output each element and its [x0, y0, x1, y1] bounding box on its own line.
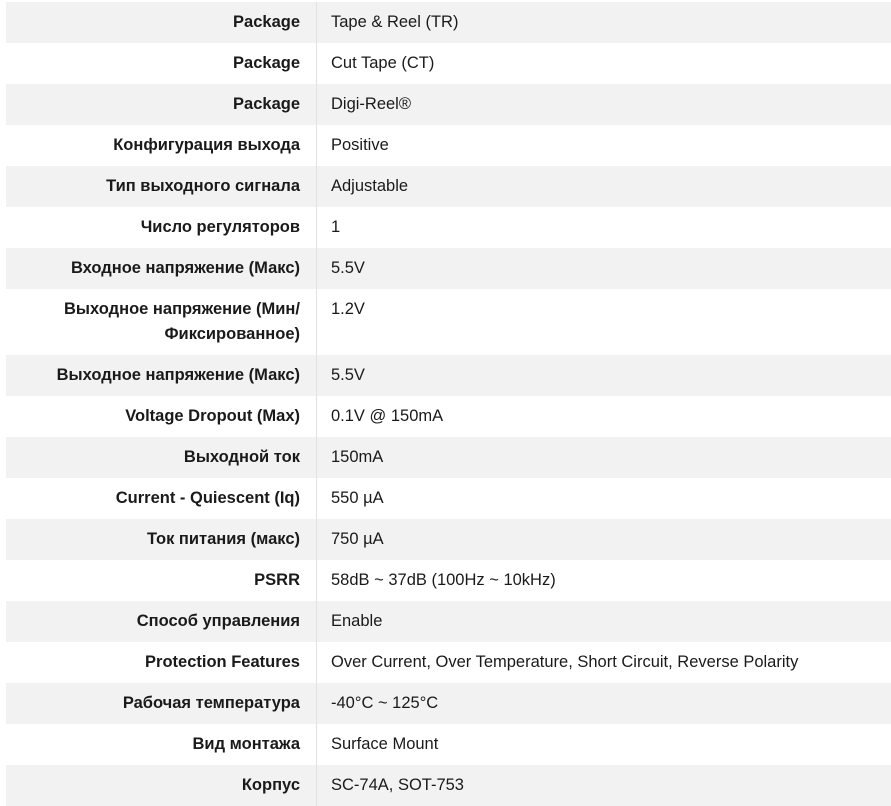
- spec-row-package-digireel: [6, 84, 891, 125]
- spec-label: Выходной ток: [6, 437, 317, 478]
- spec-value: SC-74A, SOT-753: [331, 776, 464, 794]
- spec-row-operating-temp: [6, 683, 891, 724]
- spec-label: Число регуляторов: [6, 207, 317, 248]
- spec-row-quiescent-current: [6, 478, 891, 519]
- spec-row-mounting-type: [6, 724, 891, 765]
- spec-row-input-voltage-max: [6, 248, 891, 289]
- spec-row-output-voltage-max: [6, 355, 891, 396]
- spec-value: 0.1V @ 150mA: [331, 407, 444, 425]
- spec-label: Current - Quiescent (Iq): [6, 478, 317, 519]
- spec-label: Конфигурация выхода: [6, 125, 317, 166]
- spec-label: Выходное напряжение (Макс): [6, 355, 317, 396]
- spec-value: 58dB ~ 37dB (100Hz ~ 10kHz): [331, 571, 556, 589]
- spec-row-voltage-dropout: [6, 396, 891, 437]
- spec-row-regulator-count: [6, 207, 891, 248]
- spec-value: 1: [331, 218, 341, 236]
- spec-label: Рабочая температура: [6, 683, 317, 724]
- spec-label: Protection Features: [6, 642, 317, 683]
- spec-label: Вид монтажа: [6, 724, 317, 765]
- spec-label: Package: [6, 43, 317, 84]
- spec-value: 550 µA: [331, 489, 384, 507]
- spec-value: Surface Mount: [331, 735, 439, 753]
- spec-value: 1.2V: [331, 300, 365, 318]
- spec-label: Package: [6, 2, 317, 43]
- spec-value: -40°C ~ 125°C: [331, 694, 439, 712]
- spec-label: Package: [6, 84, 317, 125]
- spec-value: Enable: [331, 612, 383, 630]
- spec-label: Корпус: [6, 765, 317, 806]
- spec-label: Тип выходного сигнала: [6, 166, 317, 207]
- spec-table: [6, 2, 891, 806]
- spec-row-output-current: [6, 437, 891, 478]
- spec-row-output-voltage-min: [6, 289, 891, 355]
- spec-label: Способ управления: [6, 601, 317, 642]
- spec-value: 5.5V: [331, 366, 365, 384]
- spec-row-package-ct: [6, 43, 891, 84]
- spec-row-output-config: [6, 125, 891, 166]
- spec-value: Positive: [331, 136, 389, 154]
- spec-label: Voltage Dropout (Max): [6, 396, 317, 437]
- spec-value: Tape & Reel (TR): [331, 13, 459, 31]
- spec-row-package-tr: [6, 2, 891, 43]
- spec-value: Over Current, Over Temperature, Short Circuit, Reverse Polarity: [331, 653, 799, 671]
- spec-value: Cut Tape (CT): [331, 54, 435, 72]
- spec-value: Adjustable: [331, 177, 409, 195]
- spec-label: Выходное напряжение (Мин/ Фиксированное): [6, 289, 317, 355]
- spec-label: PSRR: [6, 560, 317, 601]
- spec-value: 150mA: [331, 448, 384, 466]
- spec-value: 5.5V: [331, 259, 365, 277]
- spec-row-output-type: [6, 166, 891, 207]
- spec-value: Digi-Reel®: [331, 95, 412, 113]
- spec-row-psrr: [6, 560, 891, 601]
- spec-value: 750 µA: [331, 530, 384, 548]
- spec-row-protection-features: [6, 642, 891, 683]
- spec-label: Ток питания (макс): [6, 519, 317, 560]
- spec-row-control-method: [6, 601, 891, 642]
- spec-label: Входное напряжение (Макс): [6, 248, 317, 289]
- spec-row-supply-current: [6, 519, 891, 560]
- spec-row-package-case: [6, 765, 891, 806]
